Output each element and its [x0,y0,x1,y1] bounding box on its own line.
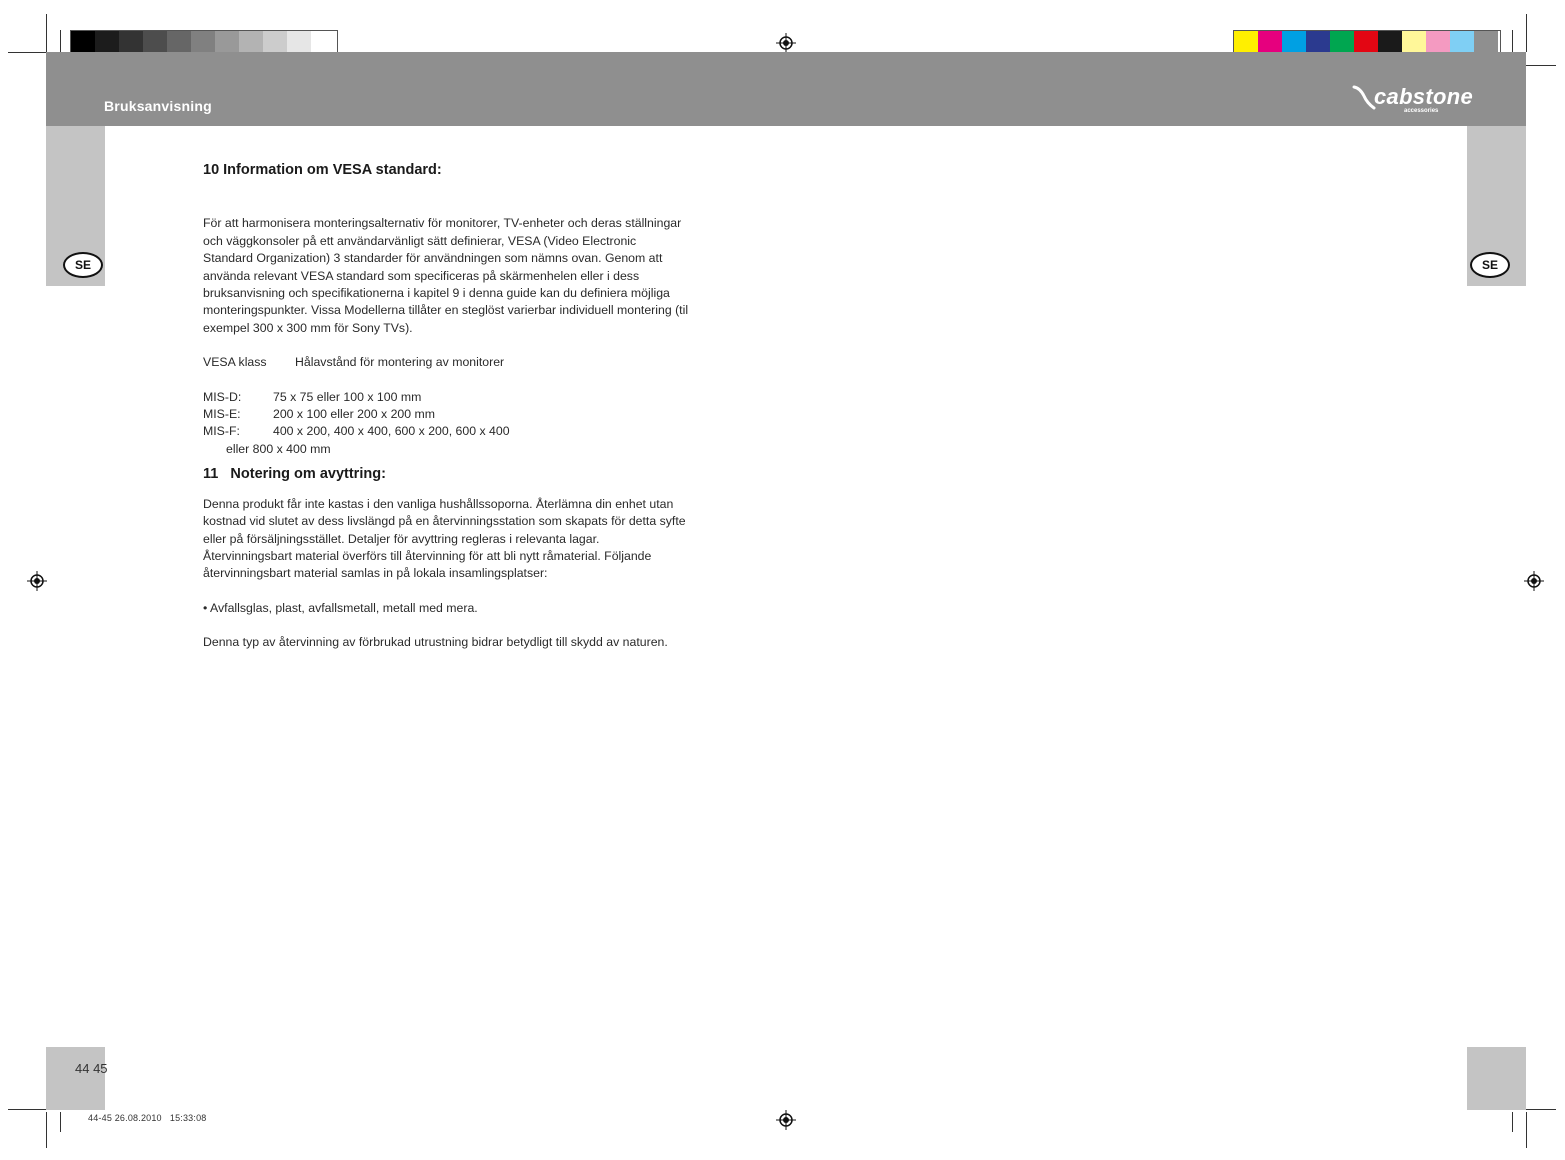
language-badge-left: SE [63,252,103,278]
text-line: kostnad vid slutet av dess livslängd på en återvinningsstation som skapats för detta syfte [203,514,686,529]
vesa-row [203,406,763,423]
text-line: Denna produkt får inte kastas i den vanliga hushållssoporna. Återlämna din enhet utan [203,496,674,511]
print-footer: 44-45 26.08.2010 15:33:08 [88,1113,207,1123]
logo-subtext: accessories [1404,108,1439,114]
crop-mark [8,1109,46,1110]
color-swatch [239,31,263,53]
color-swatch [119,31,143,53]
page-header-band [46,52,1526,126]
crop-mark [60,1112,61,1132]
table-header-class: VESA klass [203,355,267,370]
color-swatch [95,31,119,53]
vesa-value: 400 x 200, 400 x 400, 600 x 200, 600 x 400 [273,424,510,439]
color-swatch [1258,31,1282,53]
color-swatch [1378,31,1402,53]
crop-mark [1526,1109,1556,1110]
vesa-value: 75 x 75 eller 100 x 100 mm [273,389,422,404]
color-swatch [1426,31,1450,53]
registration-mark-icon [1524,571,1544,591]
text-line: exempel 300 x 300 mm för Sony TVs). [203,320,413,335]
section-heading: 10 Information om VESA standard: [203,162,442,178]
section-heading: 11 Notering om avyttring: [203,466,386,483]
color-swatch [191,31,215,53]
right-bottom-tab [1467,1047,1526,1110]
crop-mark [8,52,46,53]
color-swatch [1330,31,1354,53]
crop-mark [46,1112,47,1148]
text-line: återvinningsbart material samlas in på lokala insamlingsplatser: [203,566,548,581]
page-number: 44 45 [75,1061,108,1076]
vesa-table-header [203,354,763,371]
cabstone-logo [1352,82,1482,118]
text-line: använda relevant VESA standard som specificeras på skärmenhelen eller i dess [203,268,640,283]
table-header-desc: Hålavstånd för montering av monitorer [295,355,505,370]
header-title: Bruksanvisning [104,98,212,114]
crop-mark [1526,1112,1527,1148]
color-swatch [1282,31,1306,53]
crop-mark [1526,65,1556,66]
registration-mark-icon [27,571,47,591]
color-swatch [215,31,239,53]
color-swatch [71,31,95,53]
text-line: bruksanvisning och specifikationerna i kapitel 9 i denna guide kan du definiera möjliga [203,286,670,301]
color-swatch [1402,31,1426,53]
text-line: Återvinningsbart material överförs till återvinning för att bli nytt råmaterial. Följande [203,548,652,563]
color-swatch [311,31,335,53]
crop-mark [46,14,47,52]
vesa-row [203,389,763,406]
vesa-class: MIS-F: [203,424,240,439]
bullet-item: • Avfallsglas, plast, avfallsmetall, metall med mera. [203,600,478,615]
color-swatch [263,31,287,53]
crop-mark [1512,30,1513,52]
vesa-value: 200 x 100 eller 200 x 200 mm [273,407,436,422]
color-swatch [167,31,191,53]
registration-mark-icon [776,1110,796,1130]
text-line: eller på försäljningsstället. Detaljer för avyttring regleras i relevanta lagar. [203,531,600,546]
language-badge-right: SE [1470,252,1510,278]
color-swatch [1450,31,1474,53]
vesa-class: MIS-E: [203,407,241,422]
color-swatch [1354,31,1378,53]
closing-paragraph: Denna typ av återvinning av förbrukad utrustning bidrar betydligt till skydd av naturen. [203,635,668,650]
vesa-class: MIS-D: [203,389,242,404]
text-line: Standard Organization) 3 standarder för användningen som nämns ovan. Genom att [203,251,663,266]
crop-mark [60,30,61,52]
color-swatch [1234,31,1258,53]
section-paragraph [203,496,763,583]
grayscale-color-bar [70,30,338,54]
color-swatch [143,31,167,53]
text-line: och väggkonsoler på ett användarvänligt sätt definierar, VESA (Video Electronic [203,233,637,248]
color-swatch [1306,31,1330,53]
crop-mark [1526,14,1527,52]
text-line: monteringspunkter. Vissa Modellerna tillåter en steglöst varierbar individuell montering (til [203,303,689,318]
logo-text: cabstone [1374,84,1473,109]
section-paragraph [203,215,763,337]
vesa-row-continuation: eller 800 x 400 mm [226,441,331,456]
logo-swoosh-icon [1352,84,1376,112]
left-bottom-tab [46,1047,105,1110]
text-line: För att harmonisera monteringsalternativ för monitorer, TV-enheter och deras ställningar [203,216,682,231]
crop-mark [1512,1112,1513,1132]
document-body [203,162,763,652]
color-swatch [287,31,311,53]
color-swatch [1474,31,1498,53]
cmyk-color-bar [1233,30,1501,54]
vesa-row [203,423,763,440]
registration-mark-icon [776,33,796,53]
